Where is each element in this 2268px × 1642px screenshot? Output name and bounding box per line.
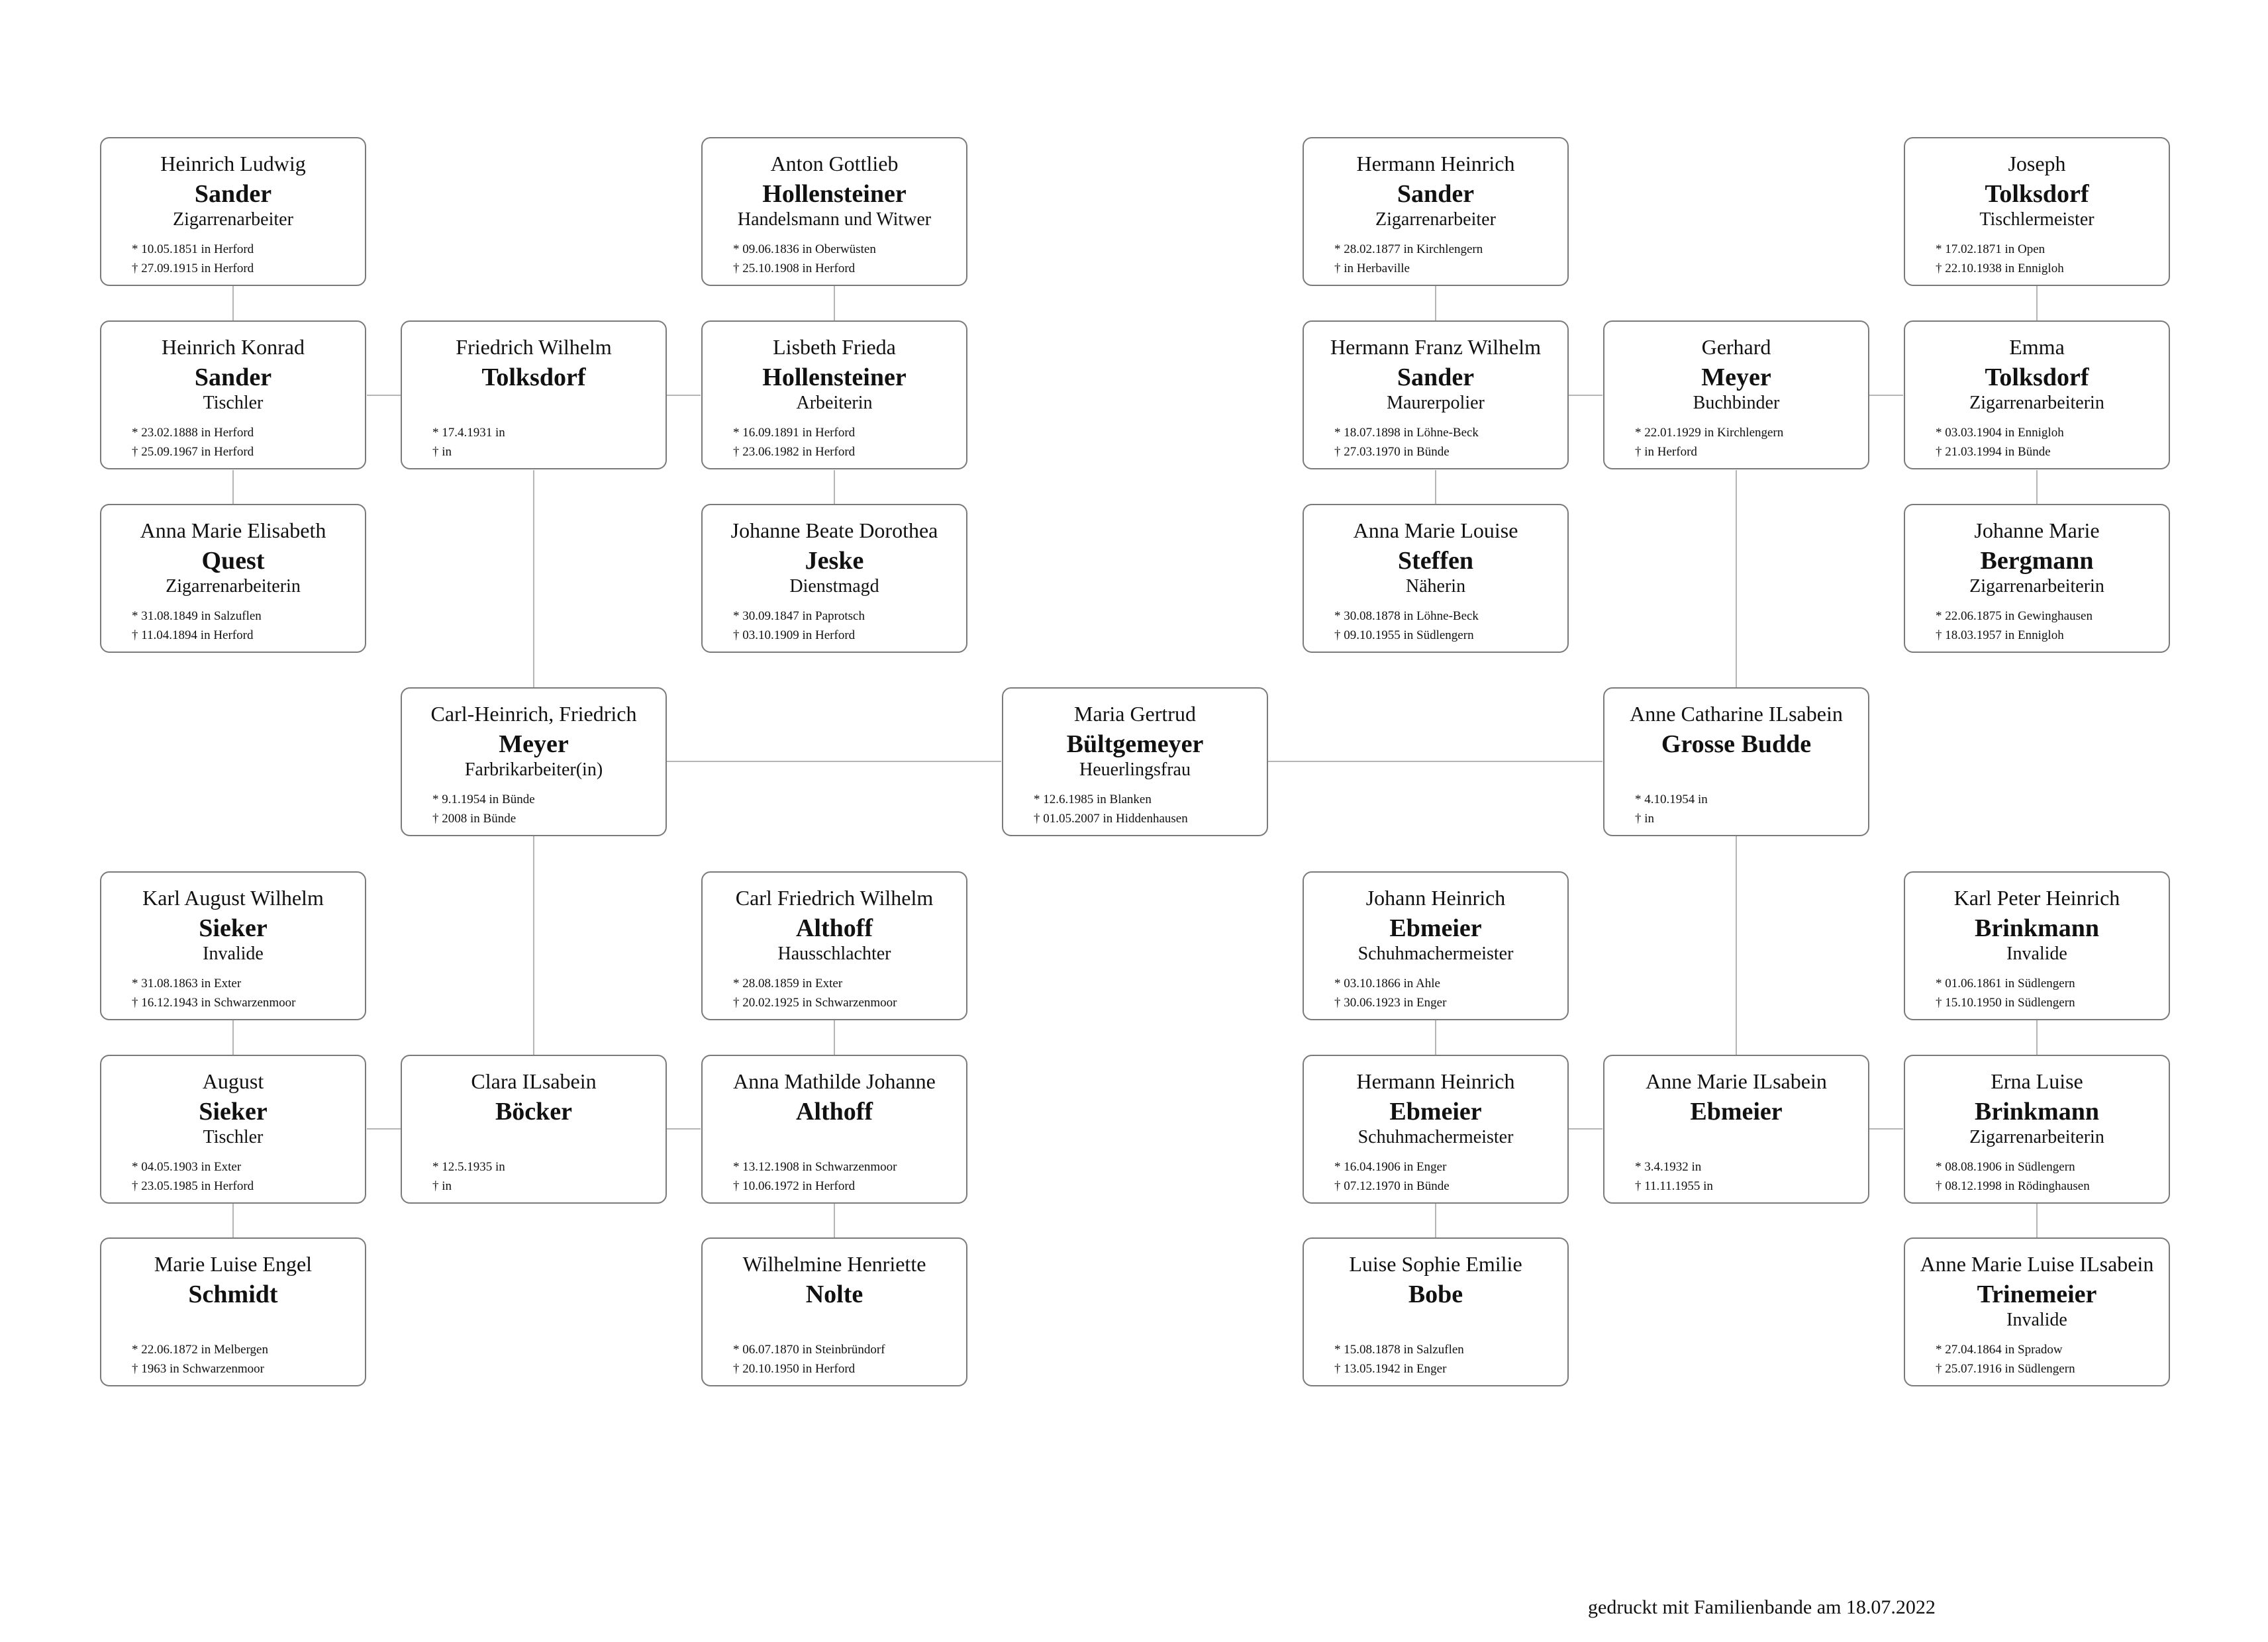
occupation: Handelsmann und Witwer (737, 209, 932, 230)
birth-info: * 03.10.1866 in Ahle (1334, 977, 1440, 990)
surname: Sander (1397, 180, 1475, 208)
surname: Steffen (1398, 547, 1473, 575)
person-card[interactable] (701, 320, 967, 469)
occupation: Tischler (203, 1127, 264, 1147)
person-card[interactable] (100, 504, 366, 653)
surname: Sander (1397, 363, 1475, 391)
given-names: Emma (2009, 335, 2065, 359)
death-info: † 1963 in Schwarzenmoor (132, 1362, 264, 1376)
birth-info: * 06.07.1870 in Steinbründorf (733, 1343, 885, 1357)
person-card[interactable] (401, 687, 667, 836)
given-names: Karl Peter Heinrich (1953, 886, 2120, 910)
death-info: † 11.04.1894 in Herford (132, 628, 254, 642)
death-info: † 08.12.1998 in Rödinghausen (1936, 1179, 2090, 1193)
birth-info: * 08.08.1906 in Südlengern (1936, 1160, 2075, 1174)
birth-info: * 30.09.1847 in Paprotsch (733, 609, 865, 623)
occupation: Farbrikarbeiter(in) (464, 759, 603, 780)
death-info: † 23.06.1982 in Herford (733, 445, 856, 459)
person-card[interactable] (701, 1237, 967, 1386)
person-card[interactable] (1603, 320, 1869, 469)
birth-info: * 3.4.1932 in (1635, 1160, 1702, 1174)
occupation: Arbeiterin (796, 393, 873, 413)
death-info: † 30.06.1923 in Enger (1334, 996, 1447, 1010)
death-info: † 25.07.1916 in Südlengern (1936, 1362, 2075, 1376)
occupation: Zigarrenarbeiterin (1969, 393, 2104, 413)
occupation: Zigarrenarbeiterin (1969, 576, 2104, 597)
occupation: Invalide (2006, 943, 2067, 964)
occupation: Maurerpolier (1387, 393, 1485, 413)
person-card[interactable] (100, 1237, 366, 1386)
surname: Meyer (1701, 363, 1771, 391)
person-card[interactable] (1303, 504, 1569, 653)
death-info: † 21.03.1994 in Bünde (1936, 445, 2051, 459)
death-info: † 09.10.1955 in Südlengern (1334, 628, 1474, 642)
death-info: † 25.09.1967 in Herford (132, 445, 254, 459)
birth-info: * 22.06.1872 in Melbergen (132, 1343, 268, 1357)
death-info: † 27.09.1915 in Herford (132, 262, 254, 275)
birth-info: * 01.06.1861 in Südlengern (1936, 977, 2075, 990)
person-card[interactable] (1904, 504, 2170, 653)
occupation: Tischlermeister (1979, 209, 2095, 230)
given-names: August (202, 1069, 264, 1093)
person-card[interactable] (701, 1055, 967, 1204)
given-names: Wilhelmine Henriette (742, 1252, 926, 1276)
person-card[interactable] (100, 871, 366, 1020)
death-info: † 15.10.1950 in Südlengern (1936, 996, 2075, 1010)
birth-info: * 28.02.1877 in Kirchlengern (1334, 242, 1483, 256)
given-names: Hermann Heinrich (1356, 1069, 1515, 1093)
birth-info: * 17.02.1871 in Open (1936, 242, 2046, 256)
birth-info: * 12.6.1985 in Blanken (1034, 793, 1152, 806)
surname: Tolksdorf (1985, 180, 2089, 208)
person-card[interactable] (1603, 687, 1869, 836)
print-footer: gedruckt mit Familienbande am 18.07.2022 (1588, 1596, 1936, 1618)
occupation: Näherin (1405, 576, 1466, 597)
surname: Sieker (199, 914, 268, 942)
person-card[interactable] (701, 871, 967, 1020)
given-names: Anne Marie ILsabein (1646, 1069, 1827, 1093)
person-card[interactable] (1303, 320, 1569, 469)
death-info: † 22.10.1938 in Ennigloh (1936, 262, 2064, 275)
given-names: Hermann Franz Wilhelm (1330, 335, 1542, 359)
death-info: † 27.03.1970 in Bünde (1334, 445, 1450, 459)
surname: Althoff (795, 1098, 873, 1126)
given-names: Heinrich Konrad (162, 335, 305, 359)
surname: Nolte (805, 1280, 863, 1308)
surname: Bobe (1408, 1280, 1463, 1308)
death-info: † in Herford (1635, 445, 1697, 459)
birth-info: * 9.1.1954 in Bünde (432, 793, 535, 806)
birth-info: * 31.08.1863 in Exter (132, 977, 242, 990)
surname: Althoff (795, 914, 873, 942)
birth-info: * 28.08.1859 in Exter (733, 977, 843, 990)
birth-info: * 12.5.1935 in (432, 1160, 505, 1174)
occupation: Buchbinder (1693, 393, 1780, 413)
person-card[interactable] (1904, 137, 2170, 286)
given-names: Joseph (2008, 152, 2066, 175)
given-names: Clara ILsabein (471, 1069, 597, 1093)
given-names: Luise Sophie Emilie (1349, 1252, 1522, 1276)
surname: Hollensteiner (762, 363, 907, 391)
surname: Ebmeier (1690, 1098, 1783, 1126)
death-info: † 20.10.1950 in Herford (733, 1362, 856, 1376)
given-names: Johanne Beate Dorothea (730, 518, 938, 542)
given-names: Carl Friedrich Wilhelm (735, 886, 934, 910)
person-card[interactable] (100, 1055, 366, 1204)
given-names: Erna Luise (1991, 1069, 2083, 1093)
given-names: Anna Marie Elisabeth (140, 518, 326, 542)
death-info: † 07.12.1970 in Bünde (1334, 1179, 1450, 1193)
birth-info: * 09.06.1836 in Oberwüsten (733, 242, 876, 256)
person-card[interactable] (401, 320, 667, 469)
person-card[interactable] (1904, 320, 2170, 469)
person-card[interactable] (1303, 871, 1569, 1020)
occupation: Zigarrenarbeiter (1375, 209, 1496, 230)
person-card[interactable] (701, 504, 967, 653)
birth-info: * 17.4.1931 in (432, 426, 505, 440)
occupation: Invalide (2006, 1310, 2067, 1330)
death-info: † 2008 in Bünde (432, 812, 517, 826)
given-names: Heinrich Ludwig (160, 152, 306, 175)
given-names: Friedrich Wilhelm (456, 335, 612, 359)
given-names: Johann Heinrich (1365, 886, 1506, 910)
surname: Quest (201, 547, 265, 575)
occupation: Tischler (203, 393, 264, 413)
given-names: Anna Marie Louise (1353, 518, 1518, 542)
death-info: † 03.10.1909 in Herford (733, 628, 856, 642)
given-names: Carl-Heinrich, Friedrich (430, 702, 637, 726)
surname: Tolksdorf (481, 363, 586, 391)
birth-info: * 10.05.1851 in Herford (132, 242, 254, 256)
given-names: Marie Luise Engel (154, 1252, 313, 1276)
given-names: Anne Catharine ILsabein (1630, 702, 1843, 726)
given-names: Gerhard (1701, 335, 1771, 359)
surname: Grosse Budde (1661, 730, 1812, 758)
surname: Ebmeier (1389, 914, 1482, 942)
given-names: Lisbeth Frieda (773, 335, 896, 359)
person-card[interactable] (1303, 1237, 1569, 1386)
person-card[interactable] (1303, 1055, 1569, 1204)
person-card[interactable] (1904, 871, 2170, 1020)
birth-info: * 31.08.1849 in Salzuflen (132, 609, 262, 623)
given-names: Maria Gertrud (1074, 702, 1196, 726)
death-info: † in Herbaville (1334, 262, 1410, 275)
death-info: † 11.11.1955 in (1635, 1179, 1713, 1193)
occupation: Hausschlachter (777, 943, 891, 964)
birth-info: * 03.03.1904 in Ennigloh (1936, 426, 2064, 440)
surname: Böcker (495, 1098, 573, 1126)
surname: Brinkmann (1975, 914, 2099, 942)
person-card[interactable] (100, 320, 366, 469)
given-names: Karl August Wilhelm (142, 886, 324, 910)
birth-info: * 22.01.1929 in Kirchlengern (1635, 426, 1784, 440)
occupation: Schuhmachermeister (1357, 1127, 1514, 1147)
death-info: † 13.05.1942 in Enger (1334, 1362, 1447, 1376)
birth-info: * 18.07.1898 in Löhne-Beck (1334, 426, 1479, 440)
surname: Sieker (199, 1098, 268, 1126)
birth-info: * 30.08.1878 in Löhne-Beck (1334, 609, 1479, 623)
person-card[interactable] (701, 137, 967, 286)
given-names: Johanne Marie (1974, 518, 2100, 542)
person-card[interactable] (1603, 1055, 1869, 1204)
surname: Jeske (805, 547, 864, 575)
occupation: Invalide (203, 943, 264, 964)
person-card[interactable] (1904, 1237, 2170, 1386)
birth-info: * 22.06.1875 in Gewinghausen (1936, 609, 2093, 623)
given-names: Anton Gottlieb (770, 152, 899, 175)
death-info: † in (1635, 812, 1655, 826)
surname: Trinemeier (1977, 1280, 2097, 1308)
surname: Tolksdorf (1985, 363, 2089, 391)
birth-info: * 16.04.1906 in Enger (1334, 1160, 1447, 1174)
death-info: † 18.03.1957 in Ennigloh (1936, 628, 2064, 642)
death-info: † in (432, 1179, 452, 1193)
surname: Bergmann (1980, 547, 2094, 575)
birth-info: * 23.02.1888 in Herford (132, 426, 254, 440)
person-card[interactable] (1904, 1055, 2170, 1204)
given-names: Anne Marie Luise ILsabein (1920, 1252, 2154, 1276)
surname: Meyer (499, 730, 569, 758)
person-card[interactable] (401, 1055, 667, 1204)
surname: Sander (194, 363, 272, 391)
occupation: Zigarrenarbeiterin (166, 576, 301, 597)
surname: Hollensteiner (762, 180, 907, 208)
death-info: † 16.12.1943 in Schwarzenmoor (132, 996, 296, 1010)
surname: Sander (194, 180, 272, 208)
birth-info: * 27.04.1864 in Spradow (1936, 1343, 2063, 1357)
surname: Brinkmann (1975, 1098, 2099, 1126)
given-names: Hermann Heinrich (1356, 152, 1515, 175)
surname: Ebmeier (1389, 1098, 1482, 1126)
occupation: Zigarrenarbeiterin (1969, 1127, 2104, 1147)
occupation: Dienstmagd (789, 576, 879, 597)
birth-info: * 4.10.1954 in (1635, 793, 1708, 806)
person-card[interactable] (1303, 137, 1569, 286)
death-info: † 25.10.1908 in Herford (733, 262, 856, 275)
death-info: † 23.05.1985 in Herford (132, 1179, 254, 1193)
death-info: † 20.02.1925 in Schwarzenmoor (733, 996, 897, 1010)
occupation: Schuhmachermeister (1357, 943, 1514, 964)
surname: Schmidt (188, 1280, 278, 1308)
death-info: † in (432, 445, 452, 459)
death-info: † 10.06.1972 in Herford (733, 1179, 856, 1193)
birth-info: * 13.12.1908 in Schwarzenmoor (733, 1160, 897, 1174)
death-info: † 01.05.2007 in Hiddenhausen (1034, 812, 1188, 826)
birth-info: * 16.09.1891 in Herford (733, 426, 856, 440)
occupation: Zigarrenarbeiter (173, 209, 293, 230)
occupation: Heuerlingsfrau (1079, 759, 1191, 780)
surname: Bültgemeyer (1066, 730, 1204, 758)
person-card[interactable] (1002, 687, 1268, 836)
person-card[interactable] (100, 137, 366, 286)
birth-info: * 15.08.1878 in Salzuflen (1334, 1343, 1464, 1357)
given-names: Anna Mathilde Johanne (733, 1069, 936, 1093)
birth-info: * 04.05.1903 in Exter (132, 1160, 242, 1174)
